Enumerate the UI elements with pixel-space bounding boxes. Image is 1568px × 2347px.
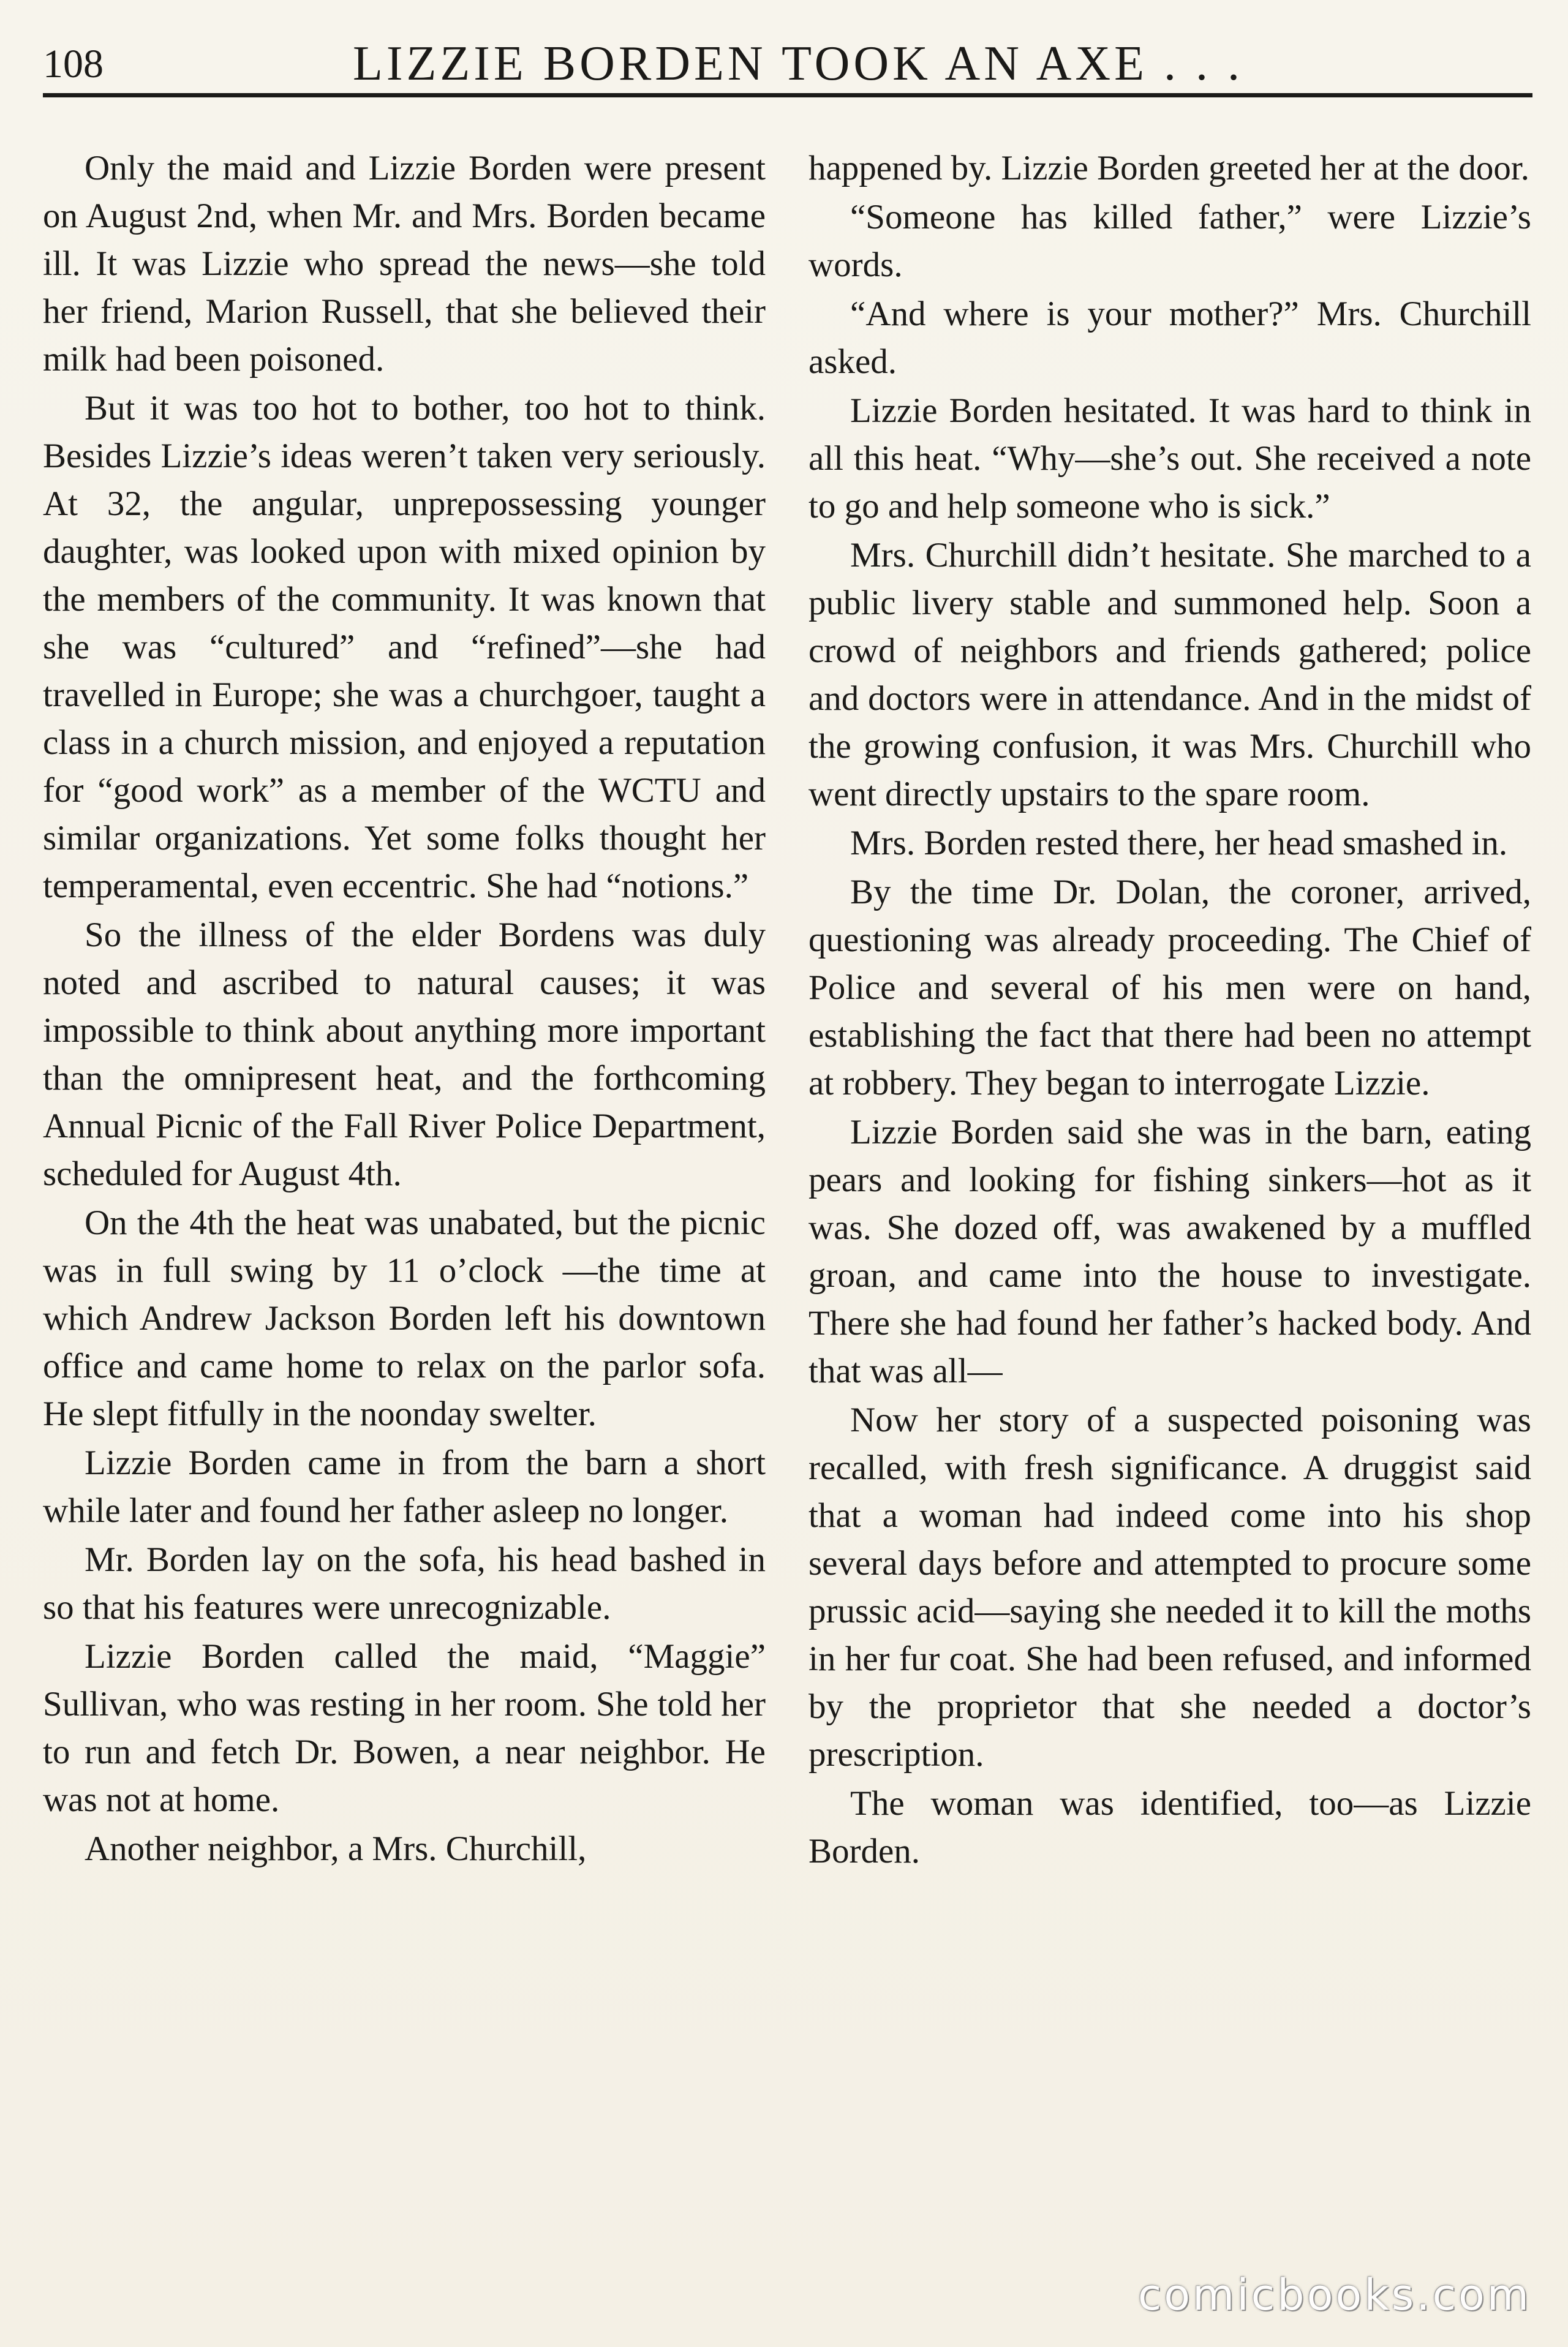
paragraph: Now her story of a suspected poisoning was recalled, with fresh significance. A druggist said that a woman had indeed come into his shop several days before and attempted to procure some prussic acid—saying she needed it to kill the moths in her fur coat. She had been refused, and informed by the proprietor that she needed a doctor’s prescription. — [809, 1401, 1531, 1774]
paragraph: Mrs. Churchill didn’t hesitate. She marched to a public livery stable and summoned help. Soon a crowd of neighbors and friends gathered; police and doctors were in attendance. And in the midst of the growing confusion, it was Mrs. Churchill who went directly upstairs to the spare room. — [809, 536, 1531, 813]
paragraph: Only the maid and Lizzie Borden were present on August 2nd, when Mr. and Mrs. Borden became ill. It was Lizzie who spread the news—she told her friend, Marion Russell, that she believed their milk had been poisoned. — [43, 149, 766, 379]
header-rule — [43, 93, 1532, 97]
page-header — [43, 22, 1529, 96]
paragraph: So the illness of the elder Bordens was duly noted and ascribed to natural causes; it was impossible to think about anything more important than the omnipresent heat, and the forthcoming Annual Picnic of the Fall River Police Department, scheduled for August 4th. — [43, 916, 766, 1193]
paragraph: Lizzie Borden came in from the barn a short while later and found her father asleep no longer. — [43, 1444, 766, 1530]
site-watermark: comicbooks.com — [1137, 2270, 1531, 2320]
paragraph: “And where is your mother?” Mrs. Churchill asked. — [809, 295, 1531, 381]
paragraph: Lizzie Borden called the maid, “Maggie” Sullivan, who was resting in her room. She told her to run and fetch Dr. Bowen, a near neighbor. He was not at home. — [43, 1637, 766, 1819]
paragraph: But it was too hot to bother, too hot to think. Besides Lizzie’s ideas weren’t taken very seriously. At 32, the angular, unprepossessing younger daughter, was looked upon with mixed opinion by the members of the community. It was known that she was “cultured” and “refined”—she had travelled in Europe; she was a churchgoer, taught a class in a church mission, and enjoyed a reputation for “good work” as a member of the WCTU and similar organizations. Yet some folks thought her temperamental, even eccentric. She had “notions.” — [43, 389, 766, 905]
left-column — [43, 145, 766, 2288]
paragraph: The woman was identified, too—as Lizzie Borden. — [809, 1784, 1531, 1870]
paragraph: Lizzie Borden said she was in the barn, eating pears and looking for fishing sinkers—hot as it was. She dozed off, was awakened by a muffled groan, and came into the house to investigate. There she had found her father’s hacked body. And that was all— — [809, 1113, 1531, 1390]
paragraph: On the 4th the heat was unabated, but the picnic was in full swing by 11 o’clock —the time at which Andrew Jackson Borden left his downtown office and came home to relax on the parlor sofa. He slept fitfully in the noonday swelter. — [43, 1204, 766, 1433]
paragraph: Lizzie Borden hesitated. It was hard to think in all this heat. “Why—she’s out. She received a note to go and help someone who is sick.” — [809, 391, 1531, 526]
running-title: LIZZIE BORDEN TOOK AN AXE . . . — [352, 37, 1244, 91]
paragraph: Mr. Borden lay on the sofa, his head bashed in so that his features were unrecognizable. — [43, 1540, 766, 1627]
text-columns — [43, 145, 1531, 2288]
paragraph: By the time Dr. Dolan, the coroner, arrived, questioning was already proceeding. The Chief of Police and several of his men were on hand, establishing the fact that there had been no attempt at robbery. They began to interrogate Lizzie. — [809, 873, 1531, 1102]
paragraph: Another neighbor, a Mrs. Churchill, — [85, 1829, 587, 1868]
paragraph: Mrs. Borden rested there, her head smashed in. — [850, 824, 1508, 862]
right-column — [809, 145, 1531, 2288]
paragraph: “Someone has killed father,” were Lizzie’s words. — [809, 198, 1531, 284]
paragraph-continuation: happened by. Lizzie Borden greeted her at the door. — [809, 149, 1529, 187]
page-number: 108 — [43, 42, 104, 86]
